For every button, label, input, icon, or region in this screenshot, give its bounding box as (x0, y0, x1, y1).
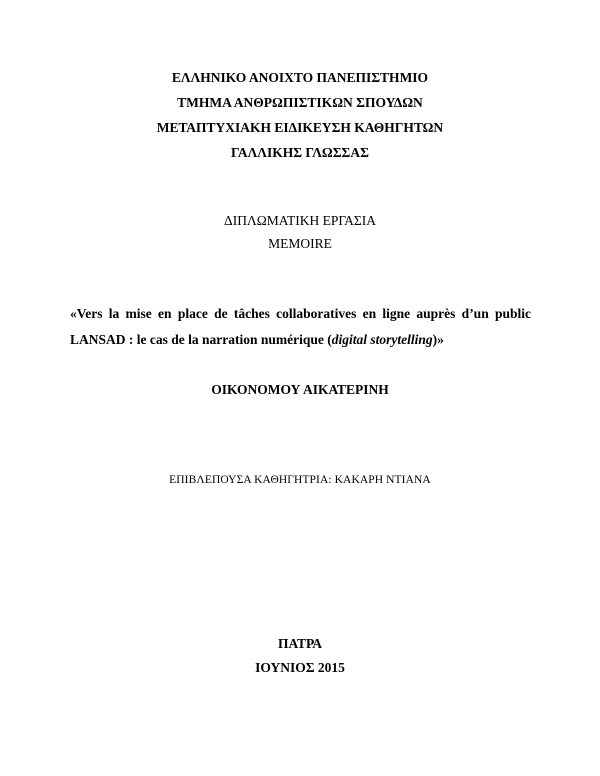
thesis-title-close: )» (432, 332, 444, 347)
thesis-title-line-2 (70, 327, 531, 353)
place-name: ΠΑΤΡΑ (278, 636, 322, 651)
thesis-title-text: LANSAD : le cas de la narration numérique ( (70, 332, 332, 347)
doc-type-greek: ΔΙΠΛΩΜΑΤΙΚΗ ΕΡΓΑΣΙΑ (224, 213, 376, 228)
specialization-name: ΜΕΤΑΠΤΥΧΙΑΚΗ ΕΙΔΙΚΕΥΣΗ ΚΑΘΗΓΗΤΩΝ (156, 120, 444, 135)
thesis-title (70, 301, 531, 353)
author-name: ΟΙΚΟΝΟΜΟΥ ΑΙΚΑΤΕΡΙΝΗ (211, 382, 389, 397)
university-name: ΕΛΛΗΝΙΚΟ ΑΝΟΙΧΤΟ ΠΑΝΕΠΙΣΤΗΜΙΟ (171, 70, 429, 85)
submission-date: ΙΟΥΝΙΟΣ 2015 (255, 660, 345, 675)
supervisor-line: ΕΠΙΒΛΕΠΟΥΣΑ ΚΑΘΗΓΗΤΡΙΑ: ΚΑΚΑΡΗ ΝΤΙΑΝΑ (169, 474, 431, 486)
thesis-title-italic: digital storytelling (331, 332, 433, 347)
language-name: ΓΑΛΛΙΚΗΣ ΓΛΩΣΣΑΣ (231, 145, 369, 160)
department-name: ΤΜΗΜΑ ΑΝΘΡΩΠΙΣΤΙΚΩΝ ΣΠΟΥΔΩΝ (177, 95, 423, 110)
doc-type-french: MEMOIRE (268, 236, 332, 251)
thesis-title-line-1: «Vers la mise en place de tâches collaboratives en ligne auprès d’un public (70, 306, 531, 321)
